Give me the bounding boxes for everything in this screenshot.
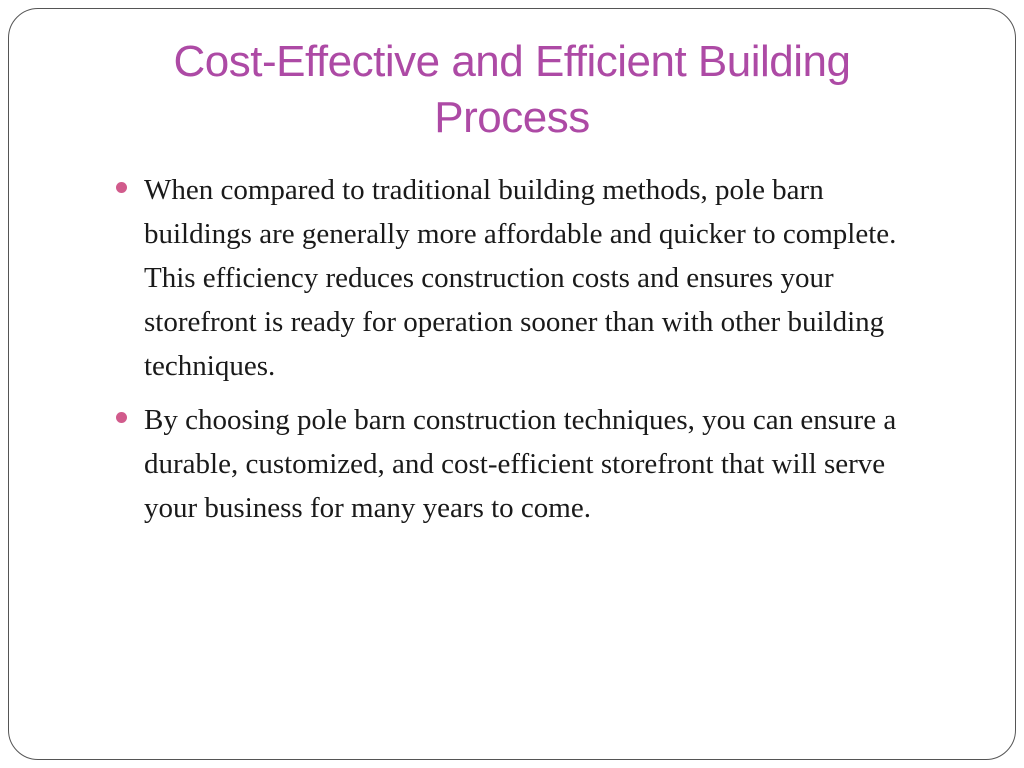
slide-title-line-1: Cost-Effective and Efficient Building (173, 37, 851, 86)
bullet-list (116, 168, 936, 540)
slide-title (0, 34, 1024, 146)
bullet-item (116, 398, 936, 530)
slide-title-line-2: Process (434, 93, 590, 142)
bullet-dot-icon (116, 182, 127, 193)
bullet-text: By choosing pole barn construction techniques, you can ensure a durable, customized, and cost-efficient storefront that will serve your business for many years to come. (144, 404, 897, 524)
bullet-dot-icon (116, 412, 127, 423)
bullet-item (116, 168, 936, 388)
bullet-text: When compared to traditional building methods, pole barn buildings are generally more affordable and quicker to complete. This efficiency reduces construction costs and ensures your storefront is ready for operation sooner than with other building techniques. (144, 174, 897, 382)
